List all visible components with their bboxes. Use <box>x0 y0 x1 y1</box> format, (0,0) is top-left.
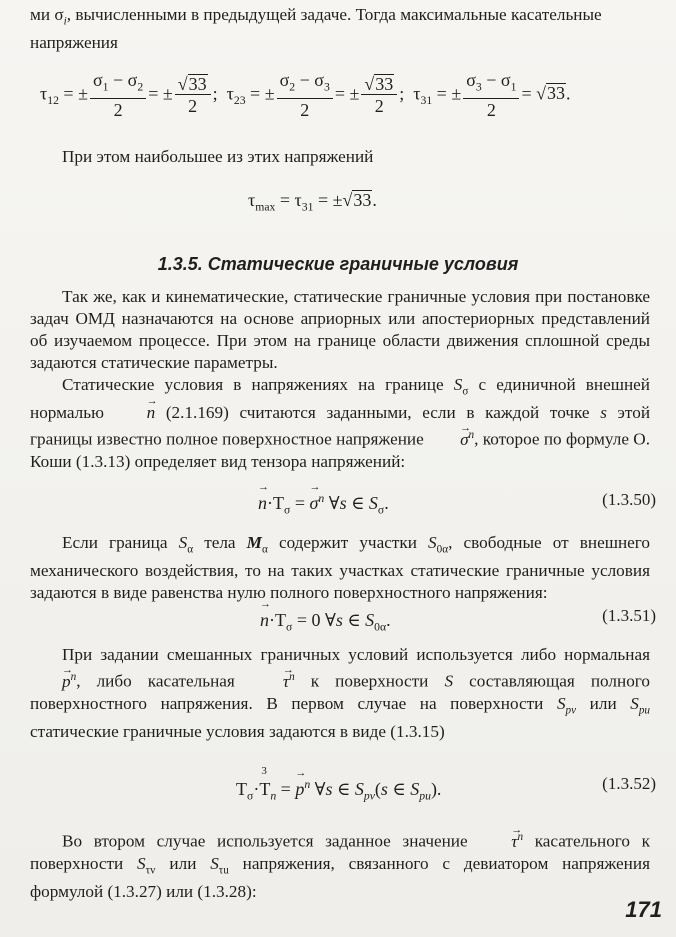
eq-number-52: (1.3.52) <box>602 774 656 793</box>
intro-text-start: ми σ <box>30 5 64 24</box>
paragraph-5: Во втором случае используется заданное значение τ →$^n$ касательного к поверхности $S_{\tau v}$ или $S_{\tau u}$ напряжения, связанного с девиатором напряжения формулой (1.3.27) или (1.3.28): <box>30 826 650 903</box>
eq-number-51: (1.3.51) <box>602 606 656 625</box>
paragraph-1: Так же, как и кинематические, статические граничные условия при постановке задач ОМД назначаются на основе априорных или апостериорных представлений об изучаемом процессе. При этом на границе области движения сплошной среды задаются статические параметры. <box>30 287 650 372</box>
intro-text-rest: , вычисленными в предыдущей задаче. Тогда максимальные касательные <box>66 5 602 24</box>
formula-1-3-50: $n \to\cdot T_\sigma = \sigma \to^n$ ∀s ∈ $S_\sigma$. <box>258 492 389 517</box>
paragraph-4: При задании смешанных граничных условий используется либо нормальная p →$^n$, либо касательная τ →$^n$ к поверхности S составляющая полного поверхностного напряжения. В первом случае на поверхности $S_{pv}$ или $S_{pu}$ статические граничные условия задаются в виде (1.3.15) <box>30 644 650 743</box>
tau-max-formula: $\tau_{max} = \tau_{31} = \pm√33$. <box>248 190 377 214</box>
paragraph-3: Если граница $S_\alpha$ тела $M_\alpha$ содержит участки $S_{0\alpha}$, свободные от внешнего механического воздействия, то на таких участках статические граничные условия задаются в виде равенства нулю полного поверхностного напряжения: <box>30 533 650 603</box>
formula-1-3-51: $n \to\cdot T_\sigma = 0$ ∀s ∈ $S_{0\alpha}$. <box>260 610 391 634</box>
page-number: 171 <box>625 897 662 922</box>
section-heading: 1.3.5. Статические граничные условия <box>157 254 519 274</box>
intro-line-1 <box>30 4 602 32</box>
paragraph-2: Статические условия в напряжениях на границе $S_\sigma$ с единичной внешней нормалью n → (2.1.169) считаются заданными, если в каждой точке s этой границы известно полное поверхностное напряжение σ →$^n$, которое по формуле О. Коши (1.3.13) определяет вид тензора напряжений: <box>30 374 650 473</box>
eq-number-50: (1.3.50) <box>602 490 656 509</box>
formula-1-3-52: $T_\sigma\cdot$ 3 $T_n = p \to^n$ ∀s ∈ $S_{pv}(s$ ∈ $S_{pu}$). <box>236 778 441 803</box>
between-text: При этом наибольшее из этих напряжений <box>62 147 374 166</box>
tau-formulas: $\tau_{12}$ = ± $\frac{\sigma_1 - \sigma_2}{2}$ = ± $\frac{√33}{2}$ ; $\tau_{23}$ = ± $\frac{\sigma_2 - \sigma_3}{2}$ = ± $\frac{√33}{2}$ ; $\tau_{31}$ = ± $\frac{\sigma_3 - \sigma_1}{2}$ = √33. <box>40 70 571 120</box>
intro-subscript: i <box>63 15 67 28</box>
intro-line-2: напряжения <box>30 33 118 52</box>
